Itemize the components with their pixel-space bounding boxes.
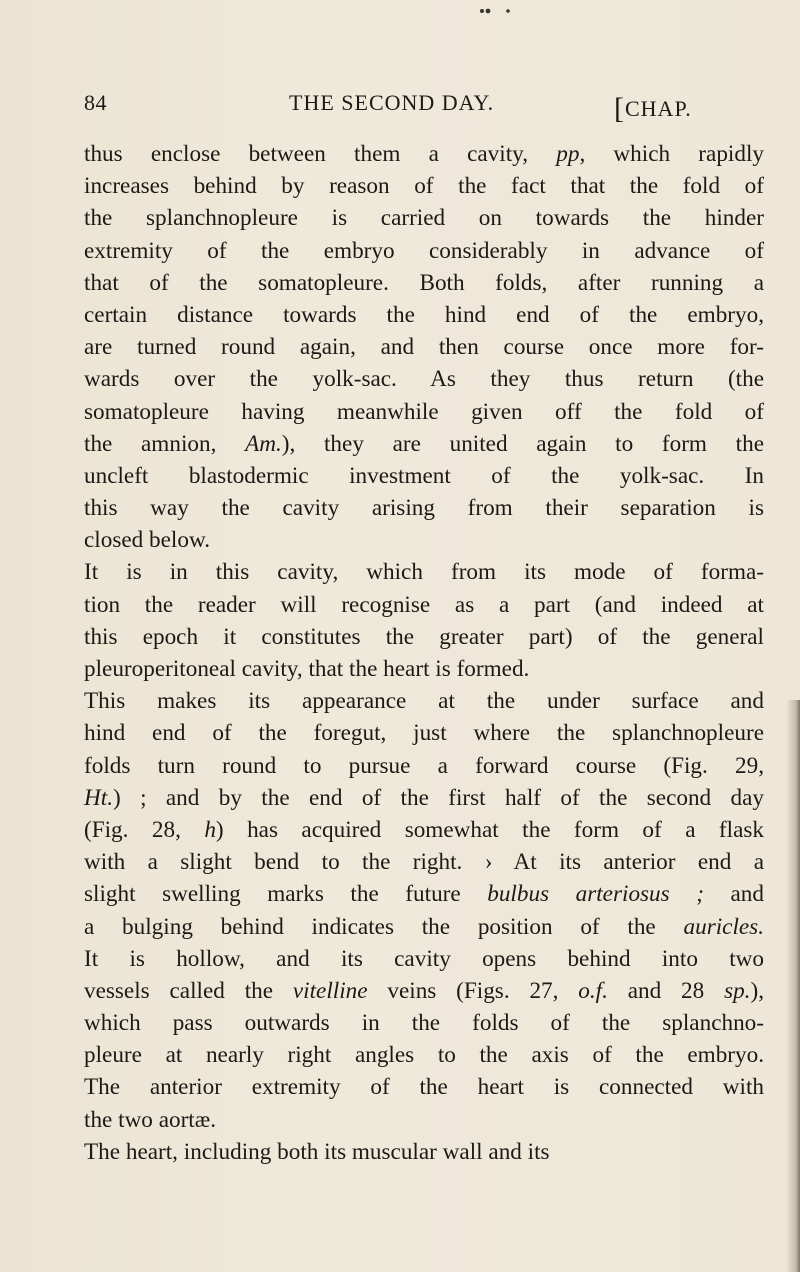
page-number: 84 [84,90,107,115]
text-line [84,1007,764,1039]
print-speck-marks [478,6,518,16]
text-run: and [703,881,764,908]
text-run: , which rapidly [579,141,764,167]
text-run: with a slight bend to the right. › At its anterior end a [84,849,764,876]
text-line [84,717,764,749]
text-run: somatopleure having meanwhile given off the fold of [84,398,764,425]
text-line [84,750,764,782]
text-run: increases behind by reason of the fact that the fold of [84,173,764,200]
text-run: pleuroperitoneal cavity, that the heart is formed. [84,656,530,682]
text-line [84,911,764,943]
text-line [84,846,764,878]
text-run: The heart, including both its muscular wall and its [84,1138,550,1165]
text-run: this way the cavity arising from their separation is [84,495,764,522]
text-run: ) ; and by the end of the first half of the second day [112,784,764,811]
text-run: and 28 [607,977,725,1004]
italic-term: bulbus arteriosus ; [487,881,704,908]
italic-term: Ht. [84,784,113,811]
text-run: closed below. [84,527,210,554]
text-run: ), [750,977,765,1004]
text-line [84,492,764,524]
italic-term: h [204,816,216,843]
text-run: pleure at nearly right angles to the axis of the embryo. [84,1042,764,1069]
text-run: wards over the yolk-sac. As they thus return (the [84,366,764,393]
text-line [84,621,764,653]
text-line [84,975,764,1007]
text-line [84,685,764,717]
text-run: veins (Figs. 27, [367,977,579,1004]
text-line [84,170,764,202]
text-run: ), they are united again to form the [281,430,764,457]
chapter-mark-text: CHAP. [625,96,692,121]
text-run: certain distance towards the hind end of the embryo, [84,301,764,328]
text-line [84,460,764,492]
text-run: which pass outwards in the folds of the splanchno- [84,1010,764,1037]
text-line [84,1071,764,1103]
text-run: the splanchnopleure is carried on towards the hinder [84,205,764,232]
text-line [84,235,764,267]
italic-term: pp [556,141,580,167]
italic-term: o.f. [578,977,608,1004]
text-line [84,814,764,846]
text-run: that of the somatopleure. Both folds, after running a [84,269,764,296]
italic-term: Am. [245,430,282,457]
text-run: the amnion, [84,430,246,457]
text-line [84,556,764,588]
page-edge-shadow [786,700,800,1272]
text-line [84,1136,764,1168]
text-run: extremity of the embryo considerably in advance of [84,237,764,264]
text-run: a bulging behind indicates the position of the [84,913,684,940]
text-line [84,943,764,975]
text-line [84,1039,764,1071]
text-run: It is hollow, and its cavity opens behind into two [84,945,764,972]
running-title: THE SECOND DAY. [289,90,495,115]
text-run: this epoch it constitutes the greater part) of the general [84,623,764,650]
text-line [84,396,764,428]
text-line [84,331,764,363]
text-run: hind end of the foregut, just where the splanchnopleure [84,720,764,747]
text-run: uncleft blastodermic investment of the yolk-sac. In [84,462,764,489]
italic-term: auricles. [683,913,764,940]
text-line [84,267,764,299]
text-line [84,524,764,556]
text-run: tion the reader will recognise as a part (and indeed at [84,591,764,618]
text-line [84,202,764,234]
text-run: (Fig. 28, [84,816,205,843]
chapter-mark: [CHAP. [614,92,692,125]
running-header [84,90,764,125]
text-line [84,299,764,331]
text-run: vessels called the [84,977,293,1004]
text-run: It is in this cavity, which from its mode of forma- [84,559,764,586]
text-run: thus enclose between them a cavity, [84,141,557,167]
text-line [84,653,764,685]
text-line [84,428,764,460]
text-run: are turned round again, and then course once more for- [84,334,764,361]
text-line [84,589,764,621]
text-run: folds turn round to pursue a forward course (Fig. 29, [84,752,764,779]
text-line [84,878,764,910]
text-run: ) has acquired somewhat the form of a flask [215,816,764,843]
italic-term: sp. [724,977,751,1004]
body-text [84,138,764,1168]
text-line [84,138,764,170]
text-run: the two aortæ. [84,1106,217,1133]
text-run: The anterior extremity of the heart is connected with [84,1074,764,1101]
text-line [84,1104,764,1136]
text-run: slight swelling marks the future [84,881,488,908]
italic-term: vitelline [292,977,368,1004]
text-run: This makes its appearance at the under surface and [84,688,764,715]
text-line [84,363,764,395]
text-line [84,782,764,814]
